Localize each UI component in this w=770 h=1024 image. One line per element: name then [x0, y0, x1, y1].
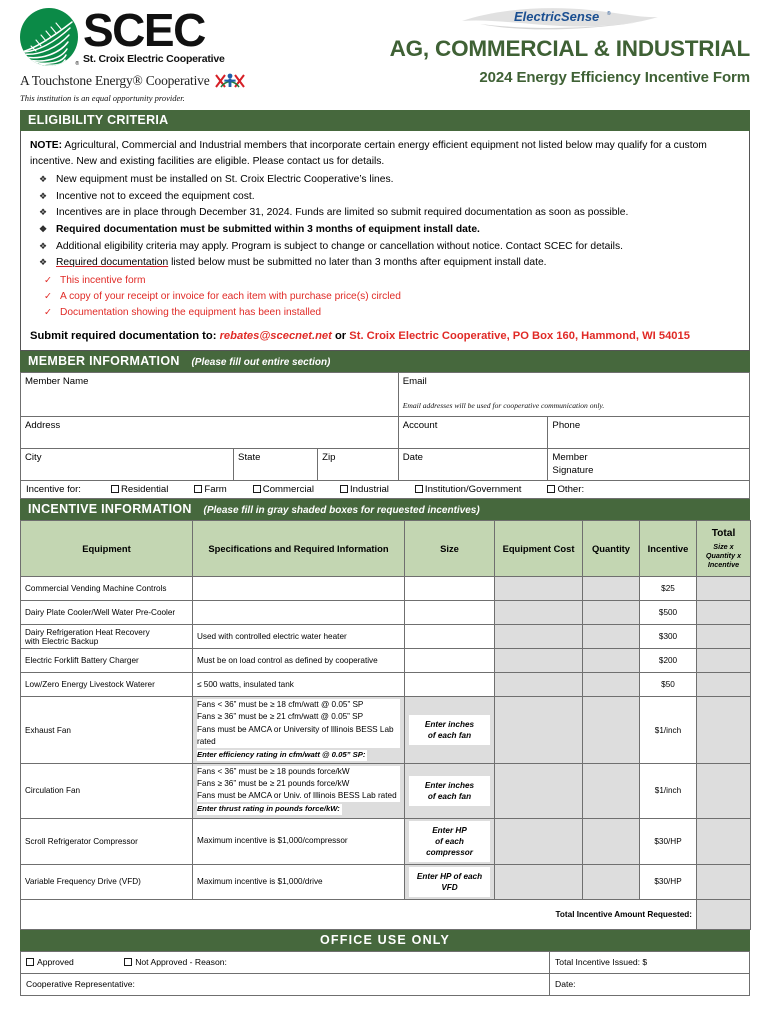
eligibility-heading: ELIGIBILITY CRITERIA	[28, 113, 169, 127]
member-information-section-header	[20, 351, 750, 372]
checkbox-industrial-label: Industrial	[349, 484, 389, 496]
checkbox-institution-label: Institution/Government	[424, 484, 522, 496]
checkbox-approved[interactable]	[26, 957, 74, 967]
state-field[interactable]	[234, 449, 318, 481]
checklist-item: ✓ This incentive form	[30, 273, 740, 289]
checkbox-icon[interactable]	[340, 485, 348, 493]
total-input[interactable]	[697, 818, 751, 864]
total-input[interactable]	[697, 649, 751, 673]
quantity-input[interactable]	[583, 697, 640, 764]
incentive-value: $200	[640, 649, 697, 673]
column-header-total-main: Total	[711, 527, 736, 539]
incentive-value: $300	[640, 625, 697, 649]
representative-field[interactable]	[21, 973, 550, 995]
equipment-name: Circulation Fan	[21, 763, 193, 818]
size-cell[interactable]	[405, 601, 495, 625]
checkbox-commercial-label: Commercial	[262, 484, 314, 496]
green-circle-wheat-field-icon	[20, 8, 78, 66]
size-cell[interactable]	[405, 864, 495, 899]
total-incentive-label: Total Incentive Amount Requested:	[21, 899, 697, 929]
address-field[interactable]	[21, 417, 399, 449]
checkbox-icon[interactable]	[547, 485, 555, 493]
date-label: Date	[402, 452, 423, 464]
specifications-cell	[193, 697, 405, 764]
electricsense-wordmark: ElectricSense	[514, 9, 600, 24]
incentive-value: $500	[640, 601, 697, 625]
member-signature-label: Member Signature	[552, 452, 594, 476]
table-row	[21, 577, 751, 601]
address-label: Address	[25, 420, 61, 432]
equipment-name: Exhaust Fan	[21, 697, 193, 764]
checkbox-approved-label: Approved	[37, 957, 74, 968]
zip-field[interactable]	[318, 449, 399, 481]
eligibility-bullet-list	[30, 172, 740, 272]
member-information-note: (Please fill out entire section)	[191, 357, 331, 369]
date-field[interactable]	[398, 449, 548, 481]
equipment-name: Low/Zero Energy Livestock Waterer	[21, 673, 193, 697]
equipment-cost-input[interactable]	[495, 697, 583, 764]
spec-entry-prompt[interactable]: Enter efficiency rating in cfm/watt @ 0.05” SP:	[197, 749, 366, 759]
registered-mark-icon: ®	[75, 61, 79, 67]
table-row	[21, 697, 751, 764]
total-input[interactable]	[697, 577, 751, 601]
specifications-cell	[193, 763, 405, 818]
size-cell[interactable]	[405, 818, 495, 864]
size-prompt: Enter HP of each compressor	[409, 821, 490, 862]
office-use-heading: OFFICE USE ONLY	[319, 932, 451, 947]
spec-line: Fans ≥ 36” must be ≥ 21 pounds force/kW	[197, 778, 400, 790]
table-row	[21, 449, 750, 481]
specifications-cell	[193, 577, 405, 601]
size-prompt: Enter inches of each fan	[409, 715, 490, 745]
eligibility-bullet: ❖ Additional eligibility criteria may apply. Program is subject to change or cancellation without notice. Contact SCEC for details.	[30, 239, 740, 256]
checkbox-icon[interactable]	[194, 485, 202, 493]
member-information-heading: MEMBER INFORMATION	[28, 354, 180, 369]
checkbox-icon[interactable]	[124, 958, 132, 966]
table-row	[21, 763, 751, 818]
size-cell[interactable]	[405, 577, 495, 601]
column-header-equipment-cost: Equipment Cost	[495, 521, 583, 577]
table-row	[21, 601, 751, 625]
equipment-name: Dairy Plate Cooler/Well Water Pre-Cooler	[21, 601, 193, 625]
checkbox-icon[interactable]	[253, 485, 261, 493]
total-input[interactable]	[697, 601, 751, 625]
total-input[interactable]	[697, 625, 751, 649]
quantity-input[interactable]	[583, 601, 640, 625]
member-signature-field[interactable]	[548, 449, 750, 481]
state-label: State	[238, 452, 261, 464]
eligibility-criteria-body	[20, 131, 750, 351]
size-cell[interactable]	[405, 649, 495, 673]
cooperative-name: St. Croix Electric Cooperative	[83, 53, 225, 66]
column-header-total-formula: Size x Quantity x Incentive	[705, 541, 742, 570]
column-header-equipment: Equipment	[21, 521, 193, 577]
approval-cell	[21, 951, 550, 973]
account-label: Account	[402, 420, 438, 432]
column-header-size: Size	[405, 521, 495, 577]
equipment-name: Commercial Vending Machine Controls	[21, 577, 193, 601]
required-documentation-checklist	[30, 273, 740, 321]
table-row	[21, 951, 750, 973]
quantity-input[interactable]	[583, 818, 640, 864]
checkbox-institution-government[interactable]	[415, 484, 522, 495]
checkbox-farm[interactable]	[194, 484, 226, 495]
spec-line: Fans ≥ 36” must be ≥ 21 cfm/watt @ 0.05” SP	[197, 711, 400, 723]
equipment-name: Scroll Refrigerator Compressor	[21, 818, 193, 864]
eligibility-bullet: ❖ New equipment must be installed on St. Croix Electric Cooperative’s lines.	[30, 172, 740, 189]
equipment-cost-input[interactable]	[495, 763, 583, 818]
checkbox-icon[interactable]	[26, 958, 34, 966]
submit-or: or	[331, 330, 350, 343]
quantity-input[interactable]	[583, 625, 640, 649]
incentive-information-section-header	[20, 499, 750, 520]
eligibility-section-header	[20, 110, 750, 131]
quantity-input[interactable]	[583, 577, 640, 601]
submit-email-link[interactable]: rebates@scecnet.net	[219, 330, 332, 343]
svg-text:®: ®	[607, 11, 611, 17]
checklist-item: ✓ A copy of your receipt or invoice for each item with purchase price(s) circled	[30, 289, 740, 305]
scec-logo-mark	[20, 8, 78, 66]
office-use-section-header	[20, 930, 750, 951]
cooperative-branding	[20, 0, 360, 103]
phone-field[interactable]	[548, 417, 750, 449]
checkbox-commercial[interactable]	[253, 484, 314, 495]
incentive-table-header-row	[21, 521, 751, 577]
submit-prefix: Submit required documentation to:	[30, 330, 220, 343]
size-cell[interactable]	[405, 763, 495, 818]
specifications-cell: Maximum incentive is $1,000/compressor	[193, 818, 405, 864]
spec-entry-prompt[interactable]: Enter thrust rating in pounds force/kW:	[197, 804, 340, 814]
incentive-value: $30/HP	[640, 818, 697, 864]
specifications-cell	[193, 601, 405, 625]
checkbox-other[interactable]	[547, 484, 584, 495]
equipment-name: Variable Frequency Drive (VFD)	[21, 864, 193, 899]
column-header-quantity: Quantity	[583, 521, 640, 577]
checkbox-other-label: Other:	[557, 484, 585, 496]
equipment-cost-input[interactable]	[495, 577, 583, 601]
specifications-cell: ≤ 500 watts, insulated tank	[193, 673, 405, 697]
checkbox-not-approved-label: Not Approved - Reason:	[135, 957, 227, 968]
eligibility-bullet-bold: ❖ Required documentation must be submitted within 3 months of equipment install date.	[30, 222, 740, 239]
total-input[interactable]	[697, 763, 751, 818]
table-row	[21, 649, 751, 673]
eligibility-bullet: ❖ Incentive not to exceed the equipment cost.	[30, 189, 740, 206]
equipment-cost-input[interactable]	[495, 673, 583, 697]
city-field[interactable]	[21, 449, 234, 481]
incentive-information-heading: INCENTIVE INFORMATION	[28, 502, 192, 517]
header-title-block	[360, 0, 750, 86]
equipment-name: Dairy Refrigeration Heat Recovery with Electric Backup	[21, 625, 193, 649]
email-field[interactable]	[398, 373, 749, 417]
spec-line: Fans < 36” must be ≥ 18 cfm/watt @ 0.05” SP	[197, 699, 400, 711]
zip-label: Zip	[322, 452, 336, 464]
incentive-value: $25	[640, 577, 697, 601]
quantity-input[interactable]	[583, 649, 640, 673]
total-incentive-input[interactable]	[697, 899, 751, 929]
specifications-cell: Must be on load control as defined by cooperative	[193, 649, 405, 673]
office-date-label: Date:	[555, 979, 576, 990]
incentive-for-row	[21, 481, 750, 499]
total-issued-label: Total Incentive Issued: $	[555, 957, 648, 968]
checkbox-not-approved[interactable]	[124, 957, 227, 967]
touchstone-energy-tagline	[20, 72, 360, 90]
phone-label: Phone	[552, 420, 581, 432]
incentive-for-label: Incentive for:	[26, 484, 81, 496]
column-header-specifications: Specifications and Required Information	[193, 521, 405, 577]
submission-instructions	[30, 330, 740, 342]
table-row	[21, 673, 751, 697]
table-row	[21, 417, 750, 449]
incentive-information-note: (Please fill in gray shaded boxes for requested incentives)	[203, 505, 480, 517]
incentive-value: $1/inch	[640, 697, 697, 764]
spec-line: Fans must be AMCA or University of Illinois BESS Lab rated	[197, 724, 400, 748]
equipment-name: Electric Forklift Battery Charger	[21, 649, 193, 673]
city-label: City	[25, 452, 42, 464]
incentive-value: $30/HP	[640, 864, 697, 899]
incentive-table	[20, 520, 751, 930]
column-header-total	[697, 521, 751, 577]
eligibility-bullet-required-doc	[30, 255, 740, 272]
required-documentation-rest: listed below must be submitted no later than 3 months after equipment install date.	[168, 257, 547, 269]
eligibility-note	[30, 138, 740, 170]
total-input[interactable]	[697, 673, 751, 697]
email-hint: Email addresses will be used for cooperative communication only.	[402, 401, 605, 411]
touchstone-energy-icon	[214, 72, 246, 90]
table-row	[21, 973, 750, 995]
touchstone-text: A Touchstone Energy® Cooperative	[20, 73, 210, 88]
equipment-cost-input[interactable]	[495, 864, 583, 899]
table-row	[21, 481, 750, 499]
checkbox-icon[interactable]	[415, 485, 423, 493]
member-information-table	[20, 372, 750, 499]
member-name-label: Member Name	[25, 376, 89, 388]
specifications-cell: Used with controlled electric water heater	[193, 625, 405, 649]
required-documentation-link[interactable]: Required documentation	[56, 257, 169, 269]
email-label: Email	[402, 376, 427, 388]
column-header-incentive: Incentive	[640, 521, 697, 577]
eligibility-note-label: NOTE:	[30, 140, 63, 151]
page-title: AG, COMMERCIAL & INDUSTRIAL	[389, 36, 750, 61]
spec-line: Fans must be AMCA or Univ. of Illinois BESS Lab rated	[197, 790, 400, 802]
total-input[interactable]	[697, 864, 751, 899]
checkbox-farm-label: Farm	[204, 484, 227, 496]
page-header	[20, 0, 750, 110]
incentive-value: $50	[640, 673, 697, 697]
total-input[interactable]	[697, 697, 751, 764]
equipment-cost-input[interactable]	[495, 649, 583, 673]
checkbox-residential-label: Residential	[120, 484, 169, 496]
size-prompt: Enter HP of each VFD	[409, 867, 490, 897]
size-cell[interactable]	[405, 625, 495, 649]
table-row	[21, 818, 751, 864]
size-cell[interactable]	[405, 697, 495, 764]
specifications-cell: Maximum incentive is $1,000/drive	[193, 864, 405, 899]
total-incentive-row	[21, 899, 751, 929]
quantity-input[interactable]	[583, 864, 640, 899]
representative-label: Cooperative Representative:	[26, 979, 135, 990]
table-row	[21, 373, 750, 417]
checkbox-industrial[interactable]	[340, 484, 389, 495]
account-field[interactable]	[398, 417, 548, 449]
checkbox-icon[interactable]	[111, 485, 119, 493]
checklist-item: ✓ Documentation showing the equipment has been installed	[30, 305, 740, 321]
table-row	[21, 625, 751, 649]
equipment-cost-input[interactable]	[495, 625, 583, 649]
quantity-input[interactable]	[583, 673, 640, 697]
checkbox-residential[interactable]	[111, 484, 168, 495]
electricsense-logo	[360, 4, 750, 34]
size-prompt: Enter inches of each fan	[409, 776, 490, 806]
equipment-cost-input[interactable]	[495, 818, 583, 864]
table-row	[21, 864, 751, 899]
incentive-value: $1/inch	[640, 763, 697, 818]
office-use-table	[20, 951, 750, 996]
size-cell[interactable]	[405, 673, 495, 697]
eligibility-bullet: ❖ Incentives are in place through December 31, 2024. Funds are limited so submit required documentation as soon as possible.	[30, 205, 740, 222]
equipment-cost-input[interactable]	[495, 601, 583, 625]
office-date-field[interactable]	[550, 973, 750, 995]
page-subtitle: 2024 Energy Efficiency Incentive Form	[479, 69, 750, 86]
equal-opportunity-statement: This institution is an equal opportunity provider.	[20, 93, 185, 103]
submit-mailing-address: St. Croix Electric Cooperative, PO Box 160, Hammond, WI 54015	[349, 330, 690, 343]
eligibility-note-text: Agricultural, Commercial and Industrial members that incorporate certain energy efficient equipment not listed below may qualify for a custom incentive. New and existing facilities are eligible. Please contact us for details.	[30, 140, 707, 167]
member-name-field[interactable]	[21, 373, 399, 417]
spec-line: Fans < 36” must be ≥ 18 pounds force/kW	[197, 766, 400, 778]
total-issued-field[interactable]	[550, 951, 750, 973]
scec-acronym: SCEC	[83, 4, 205, 57]
quantity-input[interactable]	[583, 763, 640, 818]
